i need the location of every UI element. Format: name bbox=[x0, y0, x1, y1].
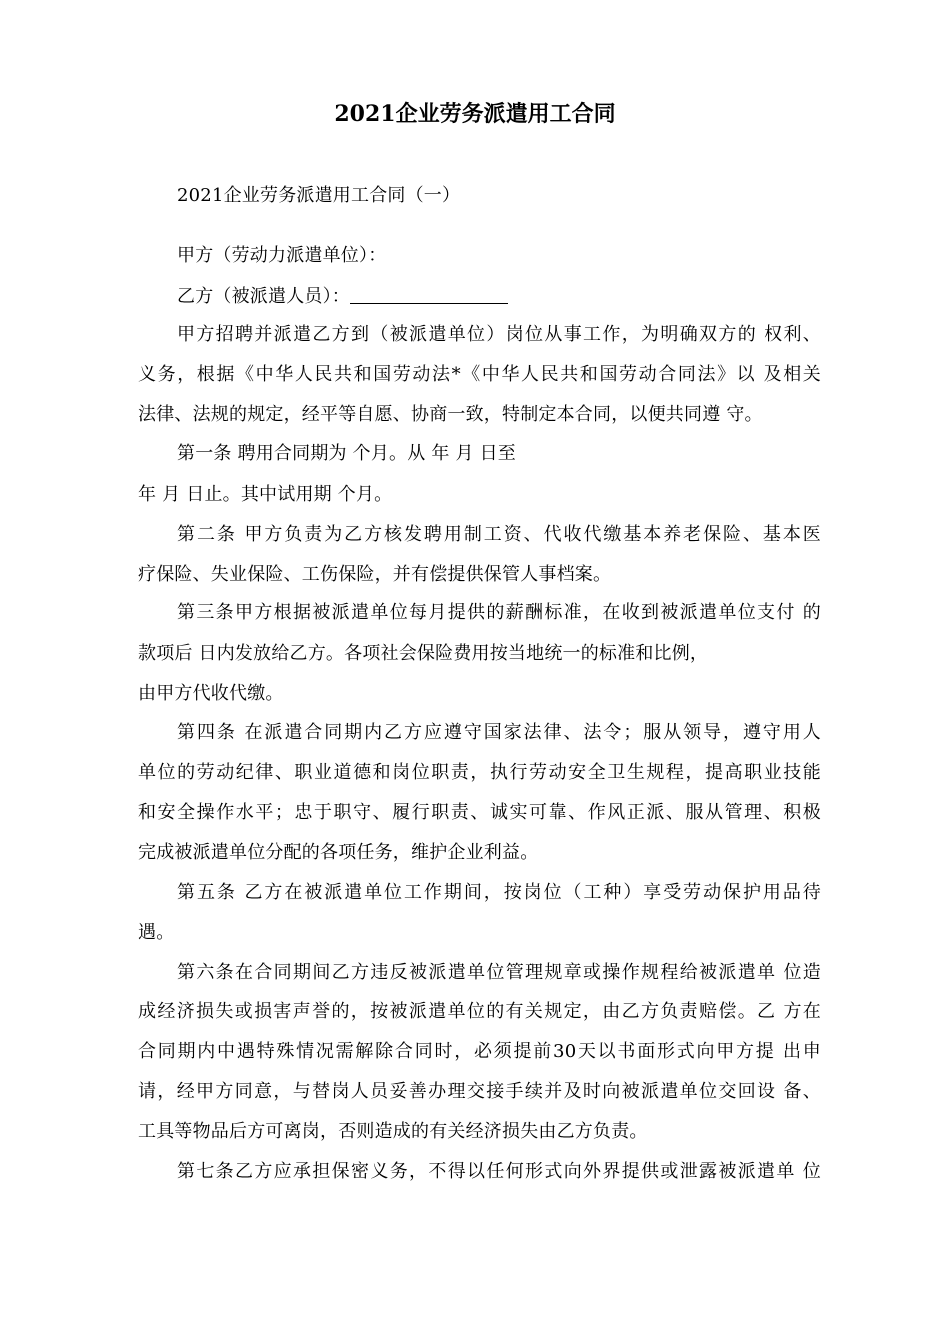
article-4-line-3: 和安全操作水平；忠于职守、履行职责、诚实可靠、作风正派、服从管理、积极 bbox=[138, 802, 821, 823]
article-5-line-1: 第五条 乙方在被派遣单位工作期间，按岗位（工种）享受劳动保护用品待 bbox=[177, 882, 821, 903]
party-b-label: 乙方（被派遣人员）： bbox=[177, 286, 350, 307]
article-4-line-1: 第四条 在派遣合同期内乙方应遵守国家法律、法令；服从领导，遵守用人 bbox=[177, 722, 821, 743]
party-b-fill-blank bbox=[350, 285, 508, 304]
article-4-line-2: 单位的劳动纪律、职业道德和岗位职责，执行劳动安全卫生规程，提高职业技能 bbox=[138, 762, 821, 783]
article-2-line-1: 第二条 甲方负责为乙方核发聘用制工资、代收代缴基本养老保险、基本医 bbox=[177, 524, 821, 545]
document-title: 2021企业劳务派遣用工合同 bbox=[334, 101, 616, 127]
article-5-line-2: 遇。 bbox=[138, 922, 175, 943]
document-subtitle: 2021企业劳务派遣用工合同（一） bbox=[177, 185, 461, 206]
article-3-line-1: 第三条甲方根据被派遣单位每月提供的薪酬标准，在收到被派遣单位支付 的 bbox=[177, 602, 821, 623]
article-1-line-2: 年 月 日止。其中试用期 个月。 bbox=[138, 484, 393, 505]
preamble-line-1: 甲方招聘并派遣乙方到（被派遣单位）岗位从事工作，为明确双方的 权利、 bbox=[177, 324, 821, 345]
article-6-line-1: 第六条在合同期间乙方违反被派遣单位管理规章或操作规程给被派遣单 位造 bbox=[177, 962, 821, 983]
article-6-line-3: 合同期内中遇特殊情况需解除合同时，必须提前30天以书面形式向甲方提 出申 bbox=[138, 1041, 821, 1062]
article-2-line-2: 疗保险、失业保险、工伤保险，并有偿提供保管人事档案。 bbox=[138, 564, 612, 585]
article-6-line-4: 请，经甲方同意，与替岗人员妥善办理交接手续并及时向被派遣单位交回设 备、 bbox=[138, 1081, 821, 1102]
article-6-line-5: 工具等物品后方可离岗，否则造成的有关经济损失由乙方负责。 bbox=[138, 1121, 648, 1142]
party-a-label: 甲方（劳动力派遣单位）： bbox=[177, 245, 387, 266]
article-3-line-3: 由甲方代收代缴。 bbox=[138, 683, 284, 704]
preamble-line-3: 法律、法规的规定，经平等自愿、协商一致，特制定本合同，以便共同遵 守。 bbox=[138, 404, 763, 425]
article-7-line-1: 第七条乙方应承担保密义务，不得以任何形式向外界提供或泄露被派遣单 位 bbox=[177, 1161, 821, 1182]
preamble-line-2: 义务，根据《中华人民共和国劳动法*《中华人民共和国劳动合同法》以 及相关 bbox=[138, 364, 821, 385]
article-6-line-2: 成经济损失或损害声誉的，按被派遣单位的有关规定，由乙方负责赔偿。乙 方在 bbox=[138, 1001, 821, 1022]
article-1-line-1: 第一条 聘用合同期为 个月。从 年 月 日至 bbox=[177, 443, 517, 464]
party-b-row bbox=[177, 284, 508, 310]
article-4-line-4: 完成被派遣单位分配的各项任务，维护企业利益。 bbox=[138, 842, 539, 863]
article-3-line-2: 款项后 日内发放给乙方。各项社会保险费用按当地统一的标准和比例， bbox=[138, 643, 709, 664]
